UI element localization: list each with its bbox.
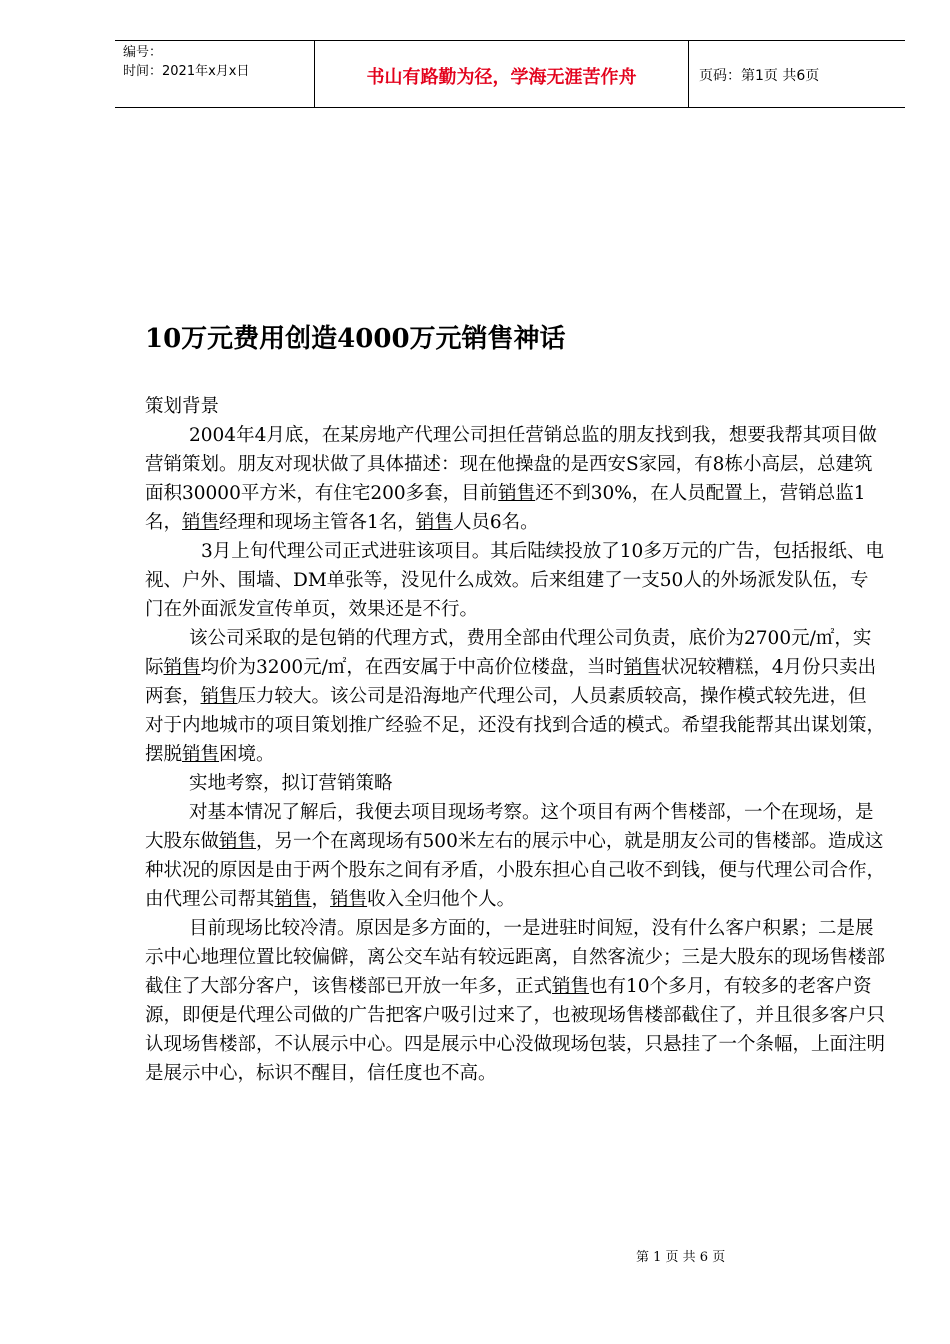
page-code: 页码：第1页 共6页 [699,68,820,84]
sales-link[interactable]: 销售 [200,686,238,707]
paragraph-4: 对基本情况了解后，我便去项目现场考察。这个项目有两个售楼部，一个在现场，是大股东做销售，另一个在离现场有500米左右的展示中心，就是朋友公司的售楼部。造成这种状况的原因是由于两个股东之间有矛盾，小股东担心自己收不到钱，便与代理公司合作，由代理公司帮其销售，销售收入全归他个人。 [145,802,886,910]
page-footer: 第 1 页 共 6 页 [636,1250,726,1265]
sales-link[interactable]: 销售 [219,831,257,852]
paragraph-1: 2004年4月底，在某房地产代理公司担任营销总监的朋友找到我，想要我帮其项目做营销策划。朋友对现状做了具体描述：现在他操盘的是西安S家园，有8栋小高层，总建筑面积30000平方米，有住宅200多套，目前销售还不到30%，在人员配置上，营销总监1名，销售经理和现场主管各1名，销售人员6名。 [145,425,877,533]
section-heading-background: 策划背景 [145,396,220,417]
paragraph-3: 该公司采取的是包销的代理方式，费用全部由代理公司负责，底价为2700元/㎡，实际销售均价为3200元/㎡，在西安属于中高价位楼盘，当时销售状况较糟糕，4月份只卖出两套，销售压力较大。该公司是沿海地产代理公司，人员素质较高，操作模式较先进，但对于内地城市的项目策划推广经验不足，还没有找到合适的模式。希望我能帮其出谋划策，摆脱销售困境。 [145,628,886,765]
header-meta-cell [115,41,315,107]
sales-link[interactable]: 销售 [498,483,536,504]
sales-link[interactable]: 销售 [182,744,220,765]
document-title: 10万元费用创造4000万元销售神话 [145,324,566,354]
paragraph-2: 3月上旬代理公司正式进驻该项目。其后陆续投放了10多万元的广告，包括报纸、电视、户外、围墙、DM单张等，没见什么成效。后来组建了一支50人的外场派发队伍，专门在外面派发宣传单页，效果还是不行。 [145,541,884,620]
time-label: 时间：2021年x月x日 [123,64,250,79]
section-heading-survey: 实地考察，拟订营销策略 [189,773,393,794]
sales-link[interactable]: 销售 [415,512,453,533]
motto-text: 书山有路勤为径，学海无涯苦作舟 [366,67,637,88]
page-header [115,40,905,108]
paragraph-5: 目前现场比较冷清。原因是多方面的，一是进驻时间短，没有什么客户积累；二是展示中心地理位置比较偏僻，离公交车站有较远距离，自然客流少；三是大股东的现场售楼部截住了大部分客户，该售楼部已开放一年多，正式销售也有10个多月，有较多的老客户资源，即便是代理公司做的广告把客户吸引过来了，也被现场售楼部截住了，并且很多客户只认现场售楼部，不认展示中心。四是展示中心没做现场包装，只悬挂了一个条幅，上面注明是展示中心，标识不醒目，信任度也不高。 [145,918,886,1084]
sales-link[interactable]: 销售 [552,976,590,997]
sales-link[interactable]: 销售 [274,889,312,910]
header-motto-cell [315,41,689,107]
sales-link[interactable]: 销售 [623,657,661,678]
document-body [145,392,885,1088]
sales-link[interactable]: 销售 [330,889,368,910]
number-label: 编号： [123,45,163,60]
sales-link[interactable]: 销售 [163,657,201,678]
sales-link[interactable]: 销售 [182,512,220,533]
header-page-cell [689,41,905,107]
